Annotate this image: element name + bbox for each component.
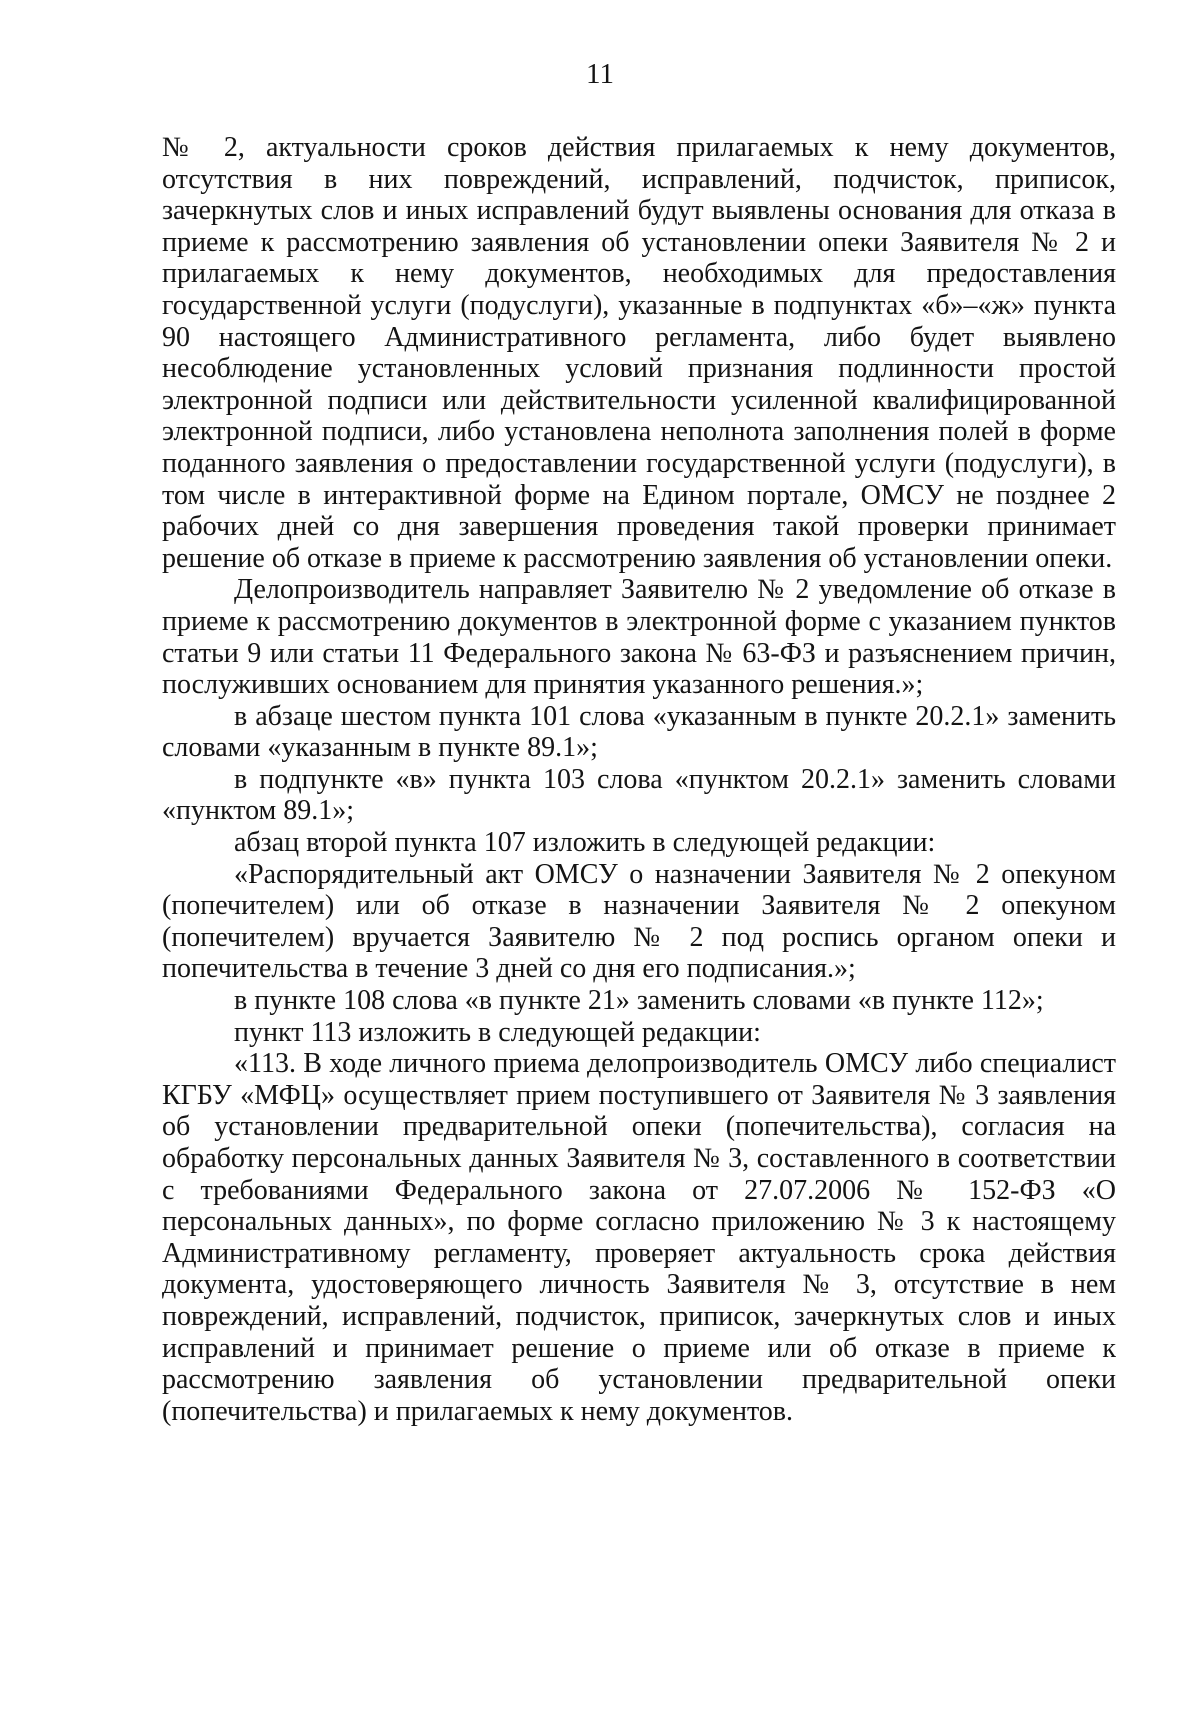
paragraph-amend-108: в пункте 108 слова «в пункте 21» заменить словами «в пункте 112»; [234, 985, 1044, 1017]
document-body [162, 132, 1116, 1427]
paragraph-amend-107-intro: абзац второй пункта 107 изложить в следующей редакции: [234, 827, 936, 859]
page-number: 11 [586, 58, 614, 90]
paragraph-refusal-conditions: № 2, актуальности сроков действия прилагаемых к нему документов, отсутствия в них повреждений, исправлений, подчисток, приписок, зачеркнутых слов и иных исправлений будут выявлены основания для отказа в приеме к рассмотрению заявления об установлении опеки Заявителя № 2 и прилагаемых к нему документов, необходимых для предоставления государственной услуги (подуслуги), указанные в подпунктах «б»–«ж» пункта 90 настоящего Административного регламента, либо будет выявлено несоблюдение установленных условий признания подлинности простой электронной подписи или действительности усиленной квалифицированной электронной подписи, либо установлена неполнота заполнения полей в форме поданного заявления о предоставлении государственной услуги (подуслуги), в том числе в интерактивной форме на Едином портале, ОМСУ не позднее 2 рабочих дней со дня завершения проведения такой проверки принимает решение об отказе в приеме к рассмотрению заявления об установлении опеки. [162, 132, 1116, 574]
paragraph-amend-101: в абзаце шестом пункта 101 слова «указанным в пункте 20.2.1» заменить словами «указанным в пункте 89.1»; [162, 700, 1116, 764]
paragraph-amend-103: в подпункте «в» пункта 103 слова «пунктом 20.2.1» заменить словами «пунктом 89.1»; [162, 763, 1116, 827]
paragraph-amend-107-text: «Распорядительный акт ОМСУ о назначении Заявителя № 2 опекуном (попечителем) или об отказе в назначении Заявителя № 2 опекуном (попечителем) вручается Заявителю № 2 под роспись органом опеки и попечительства в течение 3 дней со дня его подписания.»; [162, 858, 1116, 985]
paragraph-amend-113-intro: пункт 113 изложить в следующей редакции: [234, 1016, 761, 1048]
paragraph-amend-113-text: «113. В ходе личного приема делопроизводитель ОМСУ либо специалист КГБУ «МФЦ» осуществляет прием поступившего от Заявителя № 3 заявления об установлении предварительной опеки (попечительства), согласия на обработку персональных данных Заявителя № 3, составленного в соответствии с требованиями Федерального закона от 27.07.2006 № 152-ФЗ «О персональных данных», по форме согласно приложению № 3 к настоящему Административному регламенту, проверяет актуальность срока действия документа, удостоверяющего личность Заявителя № 3, отсутствие в нем повреждений, исправлений, подчисток, приписок, зачеркнутых слов и иных исправлений и принимает решение о приеме или об отказе в приеме к рассмотрению заявления об установлении предварительной опеки (попечительства) и прилагаемых к нему документов. [162, 1048, 1116, 1427]
paragraph-notification: Делопроизводитель направляет Заявителю № 2 уведомление об отказе в приеме к рассмотрению документов в электронной форме с указанием пунктов статьи 9 или статьи 11 Федерального закона № 63-ФЗ и разъяснением причин, послуживших основанием для принятия указанного решения.»; [162, 574, 1116, 701]
